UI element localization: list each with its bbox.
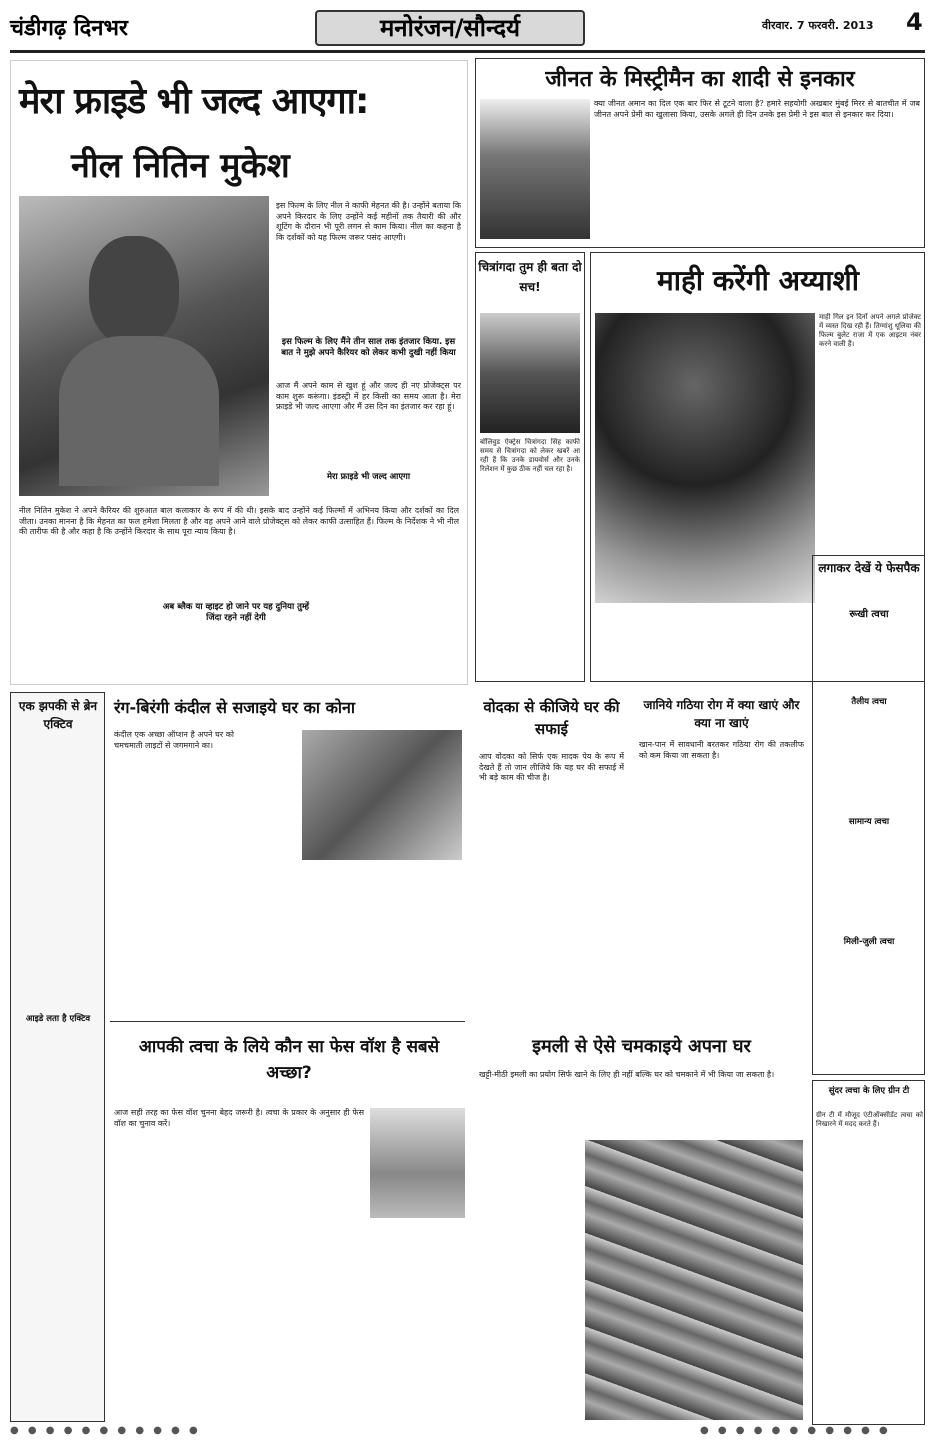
face-pack-section-2: सामान्य त्वचा (848, 817, 890, 827)
issue-date: वीरवार. 7 फरवरी. 2013 (762, 19, 874, 32)
brain-headline: एक झपकी से ब्रेन एक्टिव (18, 699, 98, 731)
zeenat-headline: जीनत के मिस्ट्रीमैन का शादी से इनकार (545, 67, 855, 92)
lead-story (10, 60, 468, 685)
mahi-headline: माही करेंगी अय्याशी (657, 264, 859, 297)
chitrangada-story (475, 252, 585, 682)
vodka-story (475, 692, 625, 1022)
paper-name: चंडीगढ़ दिनभर (10, 16, 128, 41)
brain-subhead: आइडे लता है एक्टिव (25, 1014, 91, 1024)
skin-text: ग्रीन टी में मौजूद एंटीऑक्सीडेंट त्वचा को निखारने में मदद करते हैं। (816, 1111, 923, 1128)
imli-photo (585, 1140, 803, 1420)
chitrangada-text: बॉलिवुड ऐक्ट्रेस चित्रांगदा सिंह काफी समय से चित्रांगदा को लेकर खबरें आ रही हैं कि उनके डायवोर्स और उनके रिलेशन में कुछ ठीक नहीं चल रहा है। (480, 438, 580, 473)
gathiya-headline: जानिये गठिया रोग में क्या खाएं और क्या ना खाएं (643, 698, 800, 730)
kandil-story (110, 692, 465, 1022)
lead-column-text: इस फिल्म के लिए नील ने काफी मेहनत की है। उन्होंने बताया कि अपने किरदार के लिए उन्होंने कई महीनों तक तैयारी की और शूटिंग के दौरान भी पूरी लगन से काम किया। नील का कहना है कि दर्शकों को यह फिल्म जरूर पसंद आएगी। (276, 201, 461, 242)
face-pack-section-1: तैलीय त्वचा (851, 697, 887, 707)
face-pack-box (812, 555, 925, 1075)
mahi-photo (595, 313, 815, 603)
page-number: 4 (906, 8, 923, 36)
facewash-story (110, 1030, 470, 1425)
kandil-photo (302, 730, 462, 860)
footer-dots-left: ● ● ● ● ● ● ● ● ● ● ● (10, 1425, 201, 1436)
kandil-text: कंदील एक अच्छा ऑप्शन है अपने घर को चमचमाती लाइटों से जगमगाने का। (114, 730, 234, 750)
kandil-headline: रंग-बिरंगी कंदील से सजाइये घर का कोना (114, 698, 356, 717)
lead-quote-3: अब ब्लैक या व्हाइट हो जाने पर यह दुनिया तुम्हें जिंदा रहने नहीं देगी (162, 602, 310, 623)
chitrangada-photo (480, 313, 580, 433)
imli-headline: इमली से ऐसे चमकाइये अपना घर (532, 1036, 751, 1057)
lead-column-text-2: आज मैं अपने काम से खुश हूं और जल्द ही नए प्रोजेक्ट्स पर काम शुरू करूंगा। इंडस्ट्री में हर किसी का समय आता है। मेरा फ्राइडे भी जल्द आएगा और मैं उस दिन का इंतजार कर रहा हूं। (276, 381, 461, 411)
chitrangada-headline: चित्रांगदा तुम ही बता दो सच! (478, 260, 582, 294)
zeenat-photo (480, 99, 590, 239)
lead-quote-1: इस फिल्म के लिए मैंने तीन साल तक इंतजार किया. इस बात ने मुझे अपने कैरियर को लेकर कभी दुखी नहीं किया (281, 337, 456, 358)
skin-box (812, 1080, 925, 1425)
neil-nitin-photo (19, 196, 269, 496)
section-title-box (315, 10, 585, 46)
zeenat-story (475, 58, 925, 248)
lead-bottom-text: नील नितिन मुकेश ने अपने कैरियर की शुरुआत बाल कलाकार के रूप में की थी। इसके बाद उन्होंने कई फिल्मों में अभिनय किया और दर्शकों का दिल जीता। उनका मानना है कि मेहनत का फल हमेशा मिलता है और वह अपने आने वाले प्रोजेक्ट्स को लेकर काफी उत्साहित हैं। फिल्म के निर्देशक ने भी नील की तारीफ की है और कहा है कि उन्होंने किरदार के साथ पूरा न्याय किया है। (19, 506, 459, 536)
lead-headline-line1: मेरा फ्राइडे भी जल्द आएगा: (19, 81, 369, 122)
gathiya-story (635, 692, 805, 1022)
facewash-photo (370, 1108, 465, 1218)
zeenat-text: क्या जीनत अमान का दिल एक बार फिर से टूटने वाला है? हमारे सहयोगी अखबार मुंबई मिरर से बातचीत में जब जीनत अपने प्रेमी का खुलासा किया, उसके अगले ही दिन उनके इस प्रेमी ने इस बात से इनकार कर दिया। (594, 99, 920, 119)
skin-headline: सुंदर त्वचा के लिए ग्रीन टी (828, 1086, 910, 1096)
face-pack-headline: लगाकर देखें ये फेसपैक (818, 561, 920, 575)
footer-dots-right: ● ● ● ● ● ● ● ● ● ● ● (700, 1425, 891, 1436)
gathiya-text: खान-पान में सावधानी बरतकर गठिया रोग की तकलीफ को कम किया जा सकता है। (639, 740, 804, 760)
vodka-text: आप वोदका को सिर्फ एक मादक पेय के रूप में देखते हैं तो जान लीजिये कि यह घर की सफाई में भी बड़े काम की चीज है। (479, 752, 624, 782)
facewash-text: आज सही तरह का फेस वॉश चुनना बेहद जरूरी है। त्वचा के प्रकार के अनुसार ही फेस वॉश का चुनाव करें। (114, 1108, 364, 1128)
mahi-text: माही गिल इन दिनों अपने अगले प्रोजेक्ट में व्यस्त दिख रही हैं। तिग्मांशु धूलिया की फिल्म बुलेट राजा में एक आइटम नंबर करने वाली हैं। (819, 313, 921, 348)
face-pack-subhead: रूखी त्वचा (849, 609, 889, 620)
masthead-rule (10, 50, 925, 53)
lead-quote-2: मेरा फ्राइडे भी जल्द आएगा (326, 472, 411, 482)
face-pack-section-3: मिली-जुली त्वचा (843, 937, 895, 947)
vodka-headline: वोदका से कीजिये घर की सफाई (483, 698, 620, 738)
section-title: मनोरंजन/सौन्दर्य (379, 14, 521, 42)
lead-headline-line2: नील नितिन मुकेश (71, 146, 290, 186)
brain-box (10, 692, 105, 1422)
facewash-headline: आपकी त्वचा के लिये कौन सा फेस वॉश है सबसे अच्छा? (138, 1037, 440, 1083)
imli-story (475, 1030, 805, 1425)
imli-text: खट्टी-मीठी इमली का प्रयोग सिर्फ खाने के लिए ही नहीं बल्कि घर को चमकाने में भी किया जा सकता है। (479, 1070, 775, 1079)
